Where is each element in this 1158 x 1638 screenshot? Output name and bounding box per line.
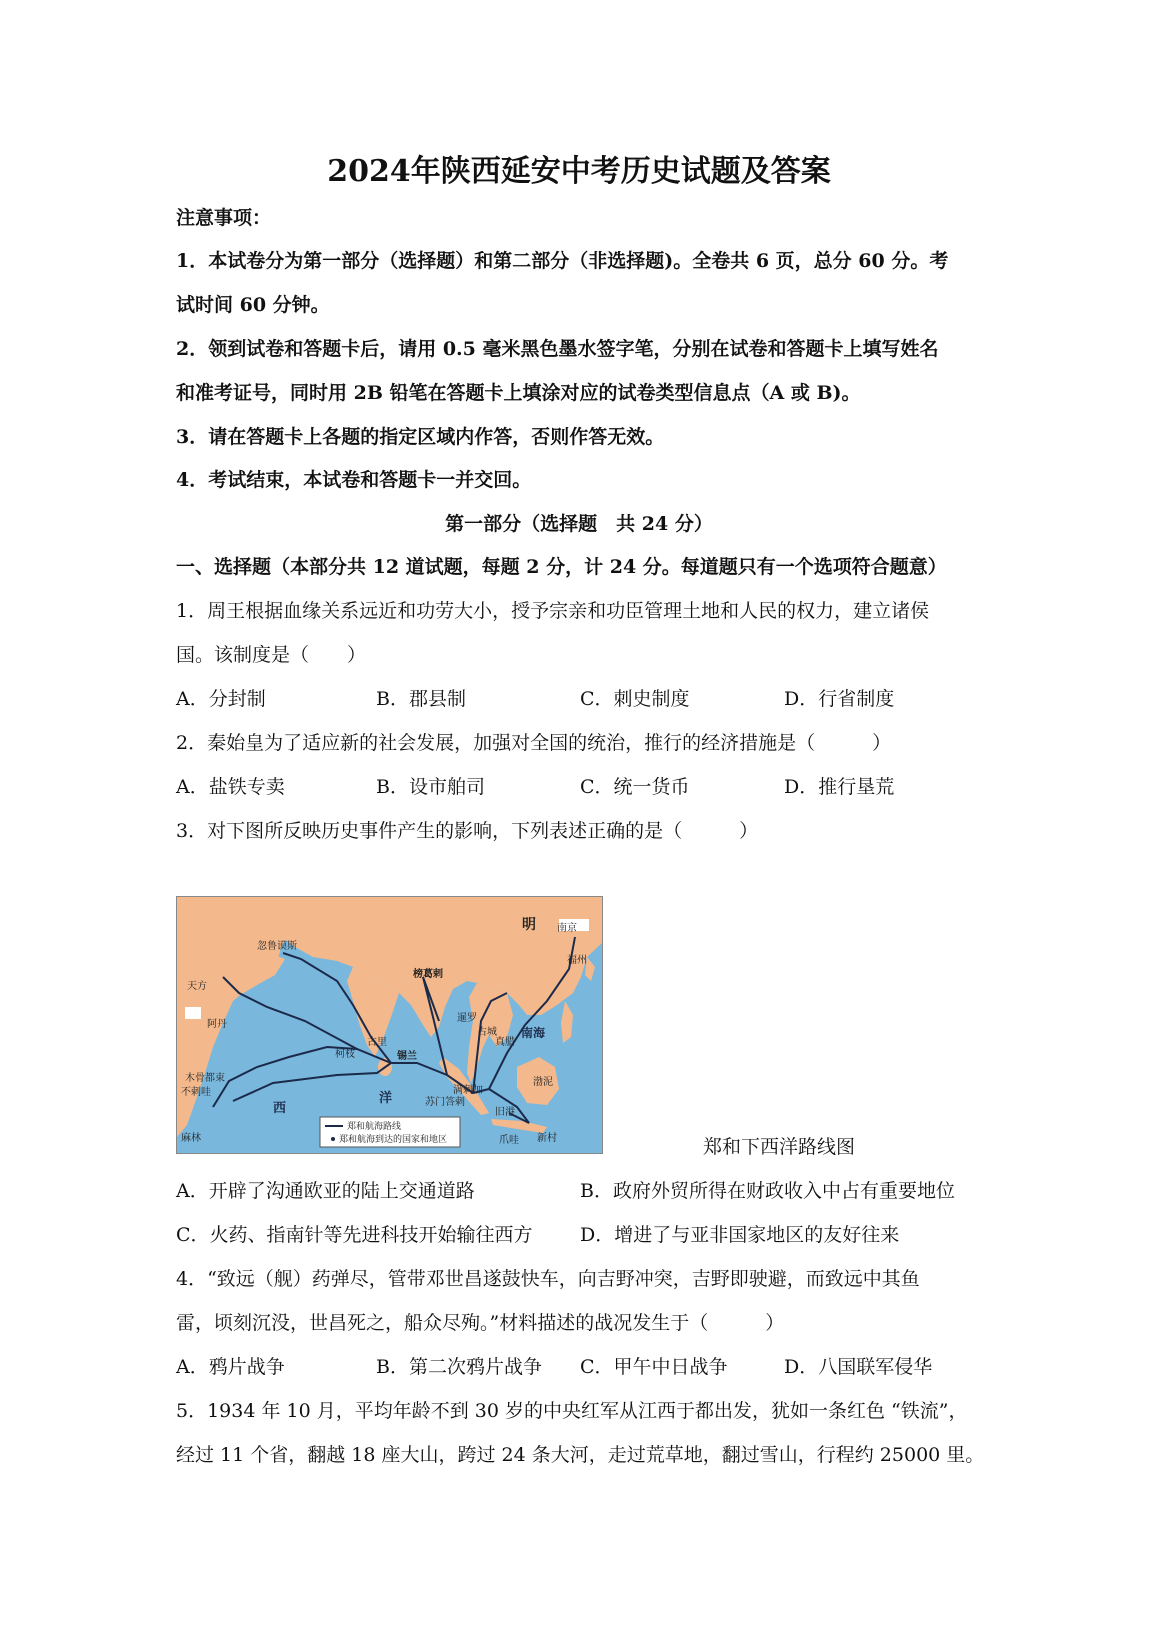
notice-item: 4．考试结束，本试卷和答题卡一并交回。 bbox=[176, 469, 532, 491]
question-5-text: 经过 11 个省，翻越 18 座大山，跨过 24 条大河，走过荒草地，翻过雪山，行程约 25000 里。 bbox=[176, 1444, 985, 1466]
part-one-heading: 第一部分（选择题 共 24 分） bbox=[445, 513, 713, 535]
question-2-option-b: B．设市舶司 bbox=[376, 776, 485, 798]
question-1-option-c: C．刺史制度 bbox=[580, 688, 690, 710]
map-label: 阿丹 bbox=[207, 1019, 227, 1030]
map-graphic bbox=[177, 897, 602, 1153]
question-4-text: 4．“致远（舰）药弹尽，管带邓世昌遂鼓快车，向吉野冲突，吉野即驶避，而致远中其鱼 bbox=[176, 1268, 920, 1290]
map-label: 新村 bbox=[537, 1133, 557, 1144]
map-label: 爪哇 bbox=[499, 1135, 519, 1146]
legend-places-label: 郑和航海到达的国家和地区 bbox=[339, 1135, 448, 1145]
question-1-option-a: A．分封制 bbox=[176, 688, 266, 710]
question-3-text: 3．对下图所反映历史事件产生的影响，下列表述正确的是（ ） bbox=[176, 820, 759, 842]
map-label: 暹罗 bbox=[457, 1013, 477, 1024]
map-label: 南京 bbox=[557, 923, 577, 934]
question-1-text: 国。该制度是（ ） bbox=[176, 644, 367, 666]
question-4-option-a: A．鸦片战争 bbox=[176, 1356, 285, 1378]
question-3-option-d: D．增进了与亚非国家地区的友好往来 bbox=[580, 1224, 900, 1246]
map-label: 福州 bbox=[567, 955, 587, 966]
map-label: 柯枝 bbox=[335, 1049, 355, 1060]
notice-item: 2．领到试卷和答题卡后，请用 0.5 毫米黑色墨水签字笔，分别在试卷和答题卡上填写姓名 bbox=[176, 338, 939, 360]
question-5-text: 5．1934 年 10 月，平均年龄不到 30 岁的中央红军从江西于都出发，犹如一条红色 “铁流”， bbox=[176, 1400, 968, 1422]
map-label: 西 bbox=[273, 1101, 287, 1116]
map-patch bbox=[185, 1007, 201, 1019]
map-label: 南海 bbox=[521, 1026, 546, 1040]
notice-item: 和准考证号，同时用 2B 铅笔在答题卡上填涂对应的试卷类型信息点（A 或 B)。 bbox=[176, 382, 861, 404]
question-2-option-a: A．盐铁专卖 bbox=[176, 776, 285, 798]
question-2-text: 2．秦始皇为了适应新的社会发展，加强对全国的统治，推行的经济措施是（ ） bbox=[176, 732, 892, 754]
map-label: 渤泥 bbox=[533, 1077, 553, 1088]
map-label: 洋 bbox=[379, 1091, 393, 1106]
question-3-option-b: B．政府外贸所得在财政收入中占有重要地位 bbox=[580, 1180, 955, 1202]
notice-item: 试时间 60 分钟。 bbox=[176, 294, 330, 316]
question-4-option-c: C．甲午中日战争 bbox=[580, 1356, 728, 1378]
notice-item: 3．请在答题卡上各题的指定区域内作答，否则作答无效。 bbox=[176, 426, 665, 448]
map-label: 忽鲁谟斯 bbox=[257, 941, 297, 952]
map-label: 麻林 bbox=[181, 1133, 201, 1144]
question-3-option-a: A．开辟了沟通欧亚的陆上交通道路 bbox=[176, 1180, 475, 1202]
map-label: 旧港 bbox=[495, 1107, 515, 1118]
map-caption: 郑和下西洋路线图 bbox=[703, 1136, 856, 1158]
map-label: 古里 bbox=[367, 1037, 387, 1048]
map-label: 明 bbox=[522, 917, 536, 933]
map-label: 占城 bbox=[477, 1027, 497, 1038]
legend-place-dot bbox=[331, 1137, 335, 1141]
question-2-option-c: C．统一货币 bbox=[580, 776, 690, 798]
question-2-option-d: D．推行垦荒 bbox=[784, 776, 895, 798]
map-label: 苏门答剌 bbox=[425, 1097, 465, 1108]
map-label: 锡兰 bbox=[397, 1051, 417, 1062]
question-4-option-b: B．第二次鸦片战争 bbox=[376, 1356, 542, 1378]
page-title: 2024年陕西延安中考历史试题及答案 bbox=[327, 154, 831, 189]
map-label: 真腊 bbox=[495, 1037, 515, 1048]
legend-route-label: 郑和航海路线 bbox=[347, 1122, 402, 1132]
question-1-text: 1．周王根据血缘关系远近和功劳大小，授予宗亲和功臣管理土地和人民的权力，建立诸侯 bbox=[176, 600, 930, 622]
map-label: 满剌加 bbox=[453, 1085, 483, 1096]
map-label: 木骨都束 bbox=[185, 1073, 225, 1084]
notice-item: 1．本试卷分为第一部分（选择题）和第二部分（非选择题)。全卷共 6 页，总分 60 分。考 bbox=[176, 250, 949, 272]
map-label: 不剌哇 bbox=[181, 1087, 211, 1098]
zheng-he-route-map bbox=[176, 896, 603, 1154]
map-label: 天方 bbox=[187, 981, 207, 992]
question-4-option-d: D．八国联军侵华 bbox=[784, 1356, 933, 1378]
map-label: 榜葛剌 bbox=[413, 969, 443, 980]
question-3-option-c: C．火药、指南针等先进科技开始输往西方 bbox=[176, 1224, 533, 1246]
question-4-text: 雷，顷刻沉没，世昌死之，船众尽殉。”材料描述的战况发生于（ ） bbox=[176, 1312, 785, 1334]
notice-heading: 注意事项： bbox=[176, 207, 272, 229]
question-1-option-b: B．郡县制 bbox=[376, 688, 466, 710]
question-1-option-d: D．行省制度 bbox=[784, 688, 895, 710]
section-heading: 一、选择题（本部分共 12 道试题，每题 2 分，计 24 分。每道题只有一个选项符合题意） bbox=[176, 556, 947, 578]
